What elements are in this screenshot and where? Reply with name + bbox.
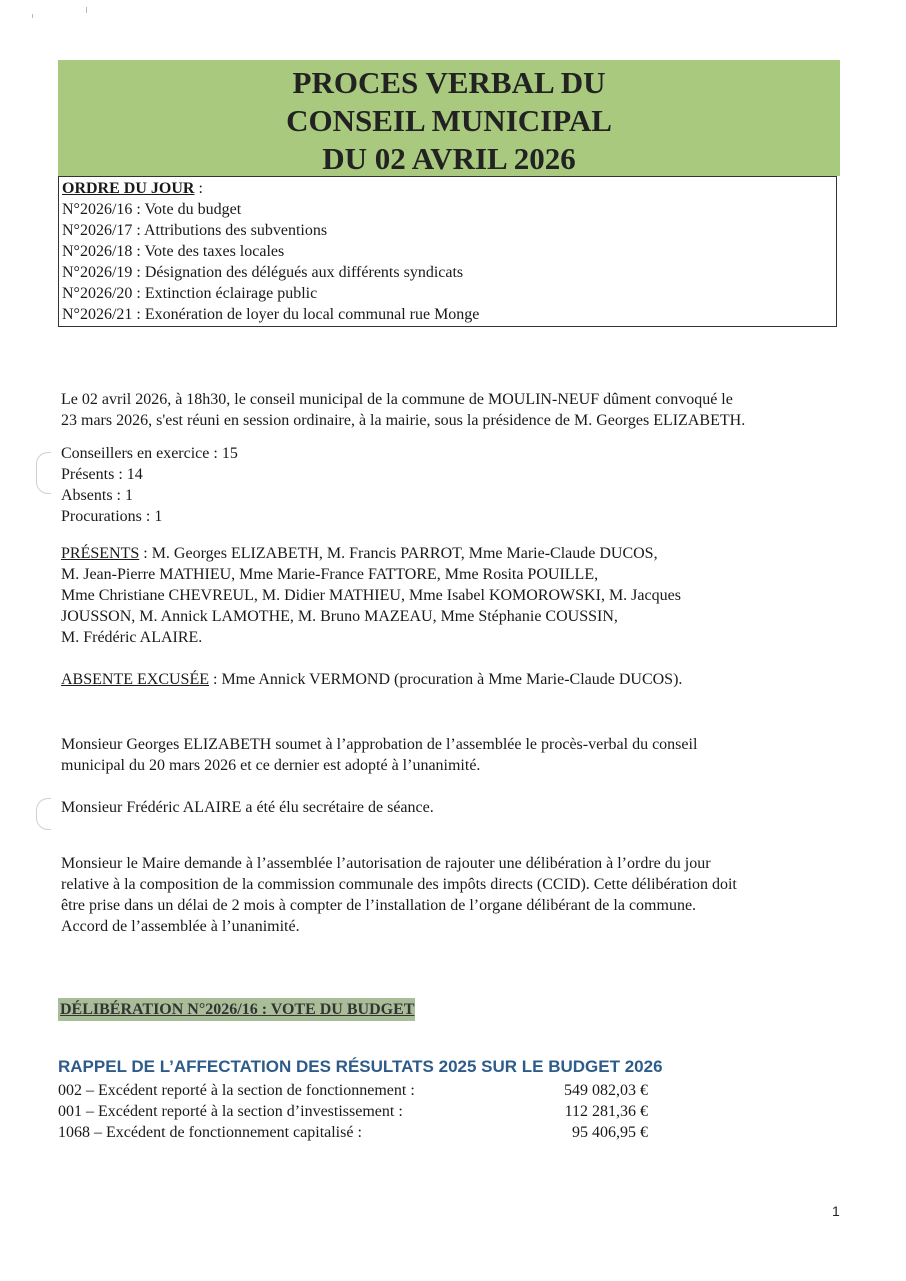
- intro-line: Le 02 avril 2026, à 18h30, le conseil municipal de la commune de MOULIN-NEUF dûment convoqué le: [61, 391, 733, 408]
- presents-line: [61, 543, 851, 564]
- approval-line: Monsieur Georges ELIZABETH soumet à l’approbation de l’assemblée le procès-verbal du conseil: [61, 736, 698, 753]
- result-amount: 95 406,95 €: [572, 1124, 648, 1141]
- title-banner: [58, 60, 840, 176]
- title-line: CONSEIL MUNICIPAL: [286, 103, 612, 138]
- result-amount: 112 281,36 €: [564, 1103, 648, 1120]
- mayor-request-line: Monsieur le Maire demande à l’assemblée l’autorisation de rajouter une délibération à l’ordre du jour: [61, 855, 711, 872]
- deliberation-heading: DÉLIBÉRATION N°2026/16 : VOTE DU BUDGET: [58, 998, 415, 1021]
- result-label: 1068 – Excédent de fonctionnement capitalisé :: [58, 1124, 362, 1141]
- agenda-heading: [62, 178, 836, 199]
- absent-label: ABSENTE EXCUSÉE: [61, 671, 209, 688]
- presents-text: : M. Georges ELIZABETH, M. Francis PARROT, Mme Marie-Claude DUCOS,: [139, 545, 658, 562]
- result-label: 001 – Excédent reporté à la section d’investissement :: [58, 1103, 403, 1120]
- mayor-request-line: relative à la composition de la commission communale des impôts directs (CCID). Cette délibération doit: [61, 876, 737, 893]
- result-amount: 549 082,03 €: [564, 1082, 648, 1099]
- scan-artifact-curve: [36, 798, 51, 830]
- secretary-line: Monsieur Frédéric ALAIRE a été élu secrétaire de séance.: [61, 799, 434, 816]
- mayor-request-paragraph: [61, 853, 851, 937]
- result-label: 002 – Excédent reporté à la section de fonctionnement :: [58, 1082, 415, 1099]
- scan-artifact-curve: [36, 452, 51, 494]
- presents-section: [61, 543, 851, 648]
- conseillers-count: Conseillers en exercice : 15: [61, 445, 238, 462]
- agenda-item: N°2026/19 : Désignation des délégués aux différents syndicats: [62, 264, 464, 281]
- scan-artifact-mark: [32, 14, 33, 18]
- scan-artifact-mark: [86, 7, 87, 13]
- page-number: 1: [832, 1203, 840, 1219]
- agenda-item: N°2026/17 : Attributions des subventions: [62, 222, 328, 239]
- intro-paragraph: [61, 389, 851, 431]
- absent-section: [61, 669, 851, 690]
- agenda-item: N°2026/21 : Exonération de loyer du local communal rue Monge: [62, 306, 480, 323]
- mayor-request-line: Accord de l’assemblée à l’unanimité.: [61, 918, 300, 935]
- attendance-block: [61, 443, 851, 527]
- agenda-heading-suffix: :: [194, 180, 203, 197]
- mayor-request-line: être prise dans un délai de 2 mois à compter de l’installation de l’organe délibérant de la commune.: [61, 897, 697, 914]
- secretary-paragraph: [61, 797, 851, 818]
- title-line: DU 02 AVRIL 2026: [322, 141, 576, 176]
- presents-line: Mme Christiane CHEVREUL, M. Didier MATHIEU, Mme Isabel KOMOROWSKI, M. Jacques: [61, 587, 681, 604]
- approval-paragraph: [61, 734, 851, 776]
- agenda-box: [58, 176, 837, 327]
- presents-line: M. Jean-Pierre MATHIEU, Mme Marie-France FATTORE, Mme Rosita POUILLE,: [61, 566, 599, 583]
- agenda-heading-label: ORDRE DU JOUR: [62, 180, 195, 197]
- title-line: PROCES VERBAL DU: [292, 65, 606, 100]
- agenda-item: N°2026/16 : Vote du budget: [62, 201, 242, 218]
- procurations-count: Procurations : 1: [61, 508, 163, 525]
- presents-line: M. Frédéric ALAIRE.: [61, 629, 203, 646]
- presents-line: JOUSSON, M. Annick LAMOTHE, M. Bruno MAZEAU, Mme Stéphanie COUSSIN,: [61, 608, 618, 625]
- approval-line: municipal du 20 mars 2026 et ce dernier est adopté à l’unanimité.: [61, 757, 481, 774]
- presents-count: Présents : 14: [61, 466, 143, 483]
- presents-label: PRÉSENTS: [61, 545, 140, 562]
- agenda-item: N°2026/20 : Extinction éclairage public: [62, 285, 318, 302]
- absents-count: Absents : 1: [61, 487, 133, 504]
- intro-line: 23 mars 2026, s'est réuni en session ordinaire, à la mairie, sous la présidence de M. Georges ELIZABETH.: [61, 412, 746, 429]
- agenda-item: N°2026/18 : Vote des taxes locales: [62, 243, 285, 260]
- rappel-heading: RAPPEL DE L’AFFECTATION DES RÉSULTATS 2025 SUR LE BUDGET 2026: [58, 1057, 663, 1076]
- absent-text: : Mme Annick VERMOND (procuration à Mme Marie-Claude DUCOS).: [209, 671, 683, 688]
